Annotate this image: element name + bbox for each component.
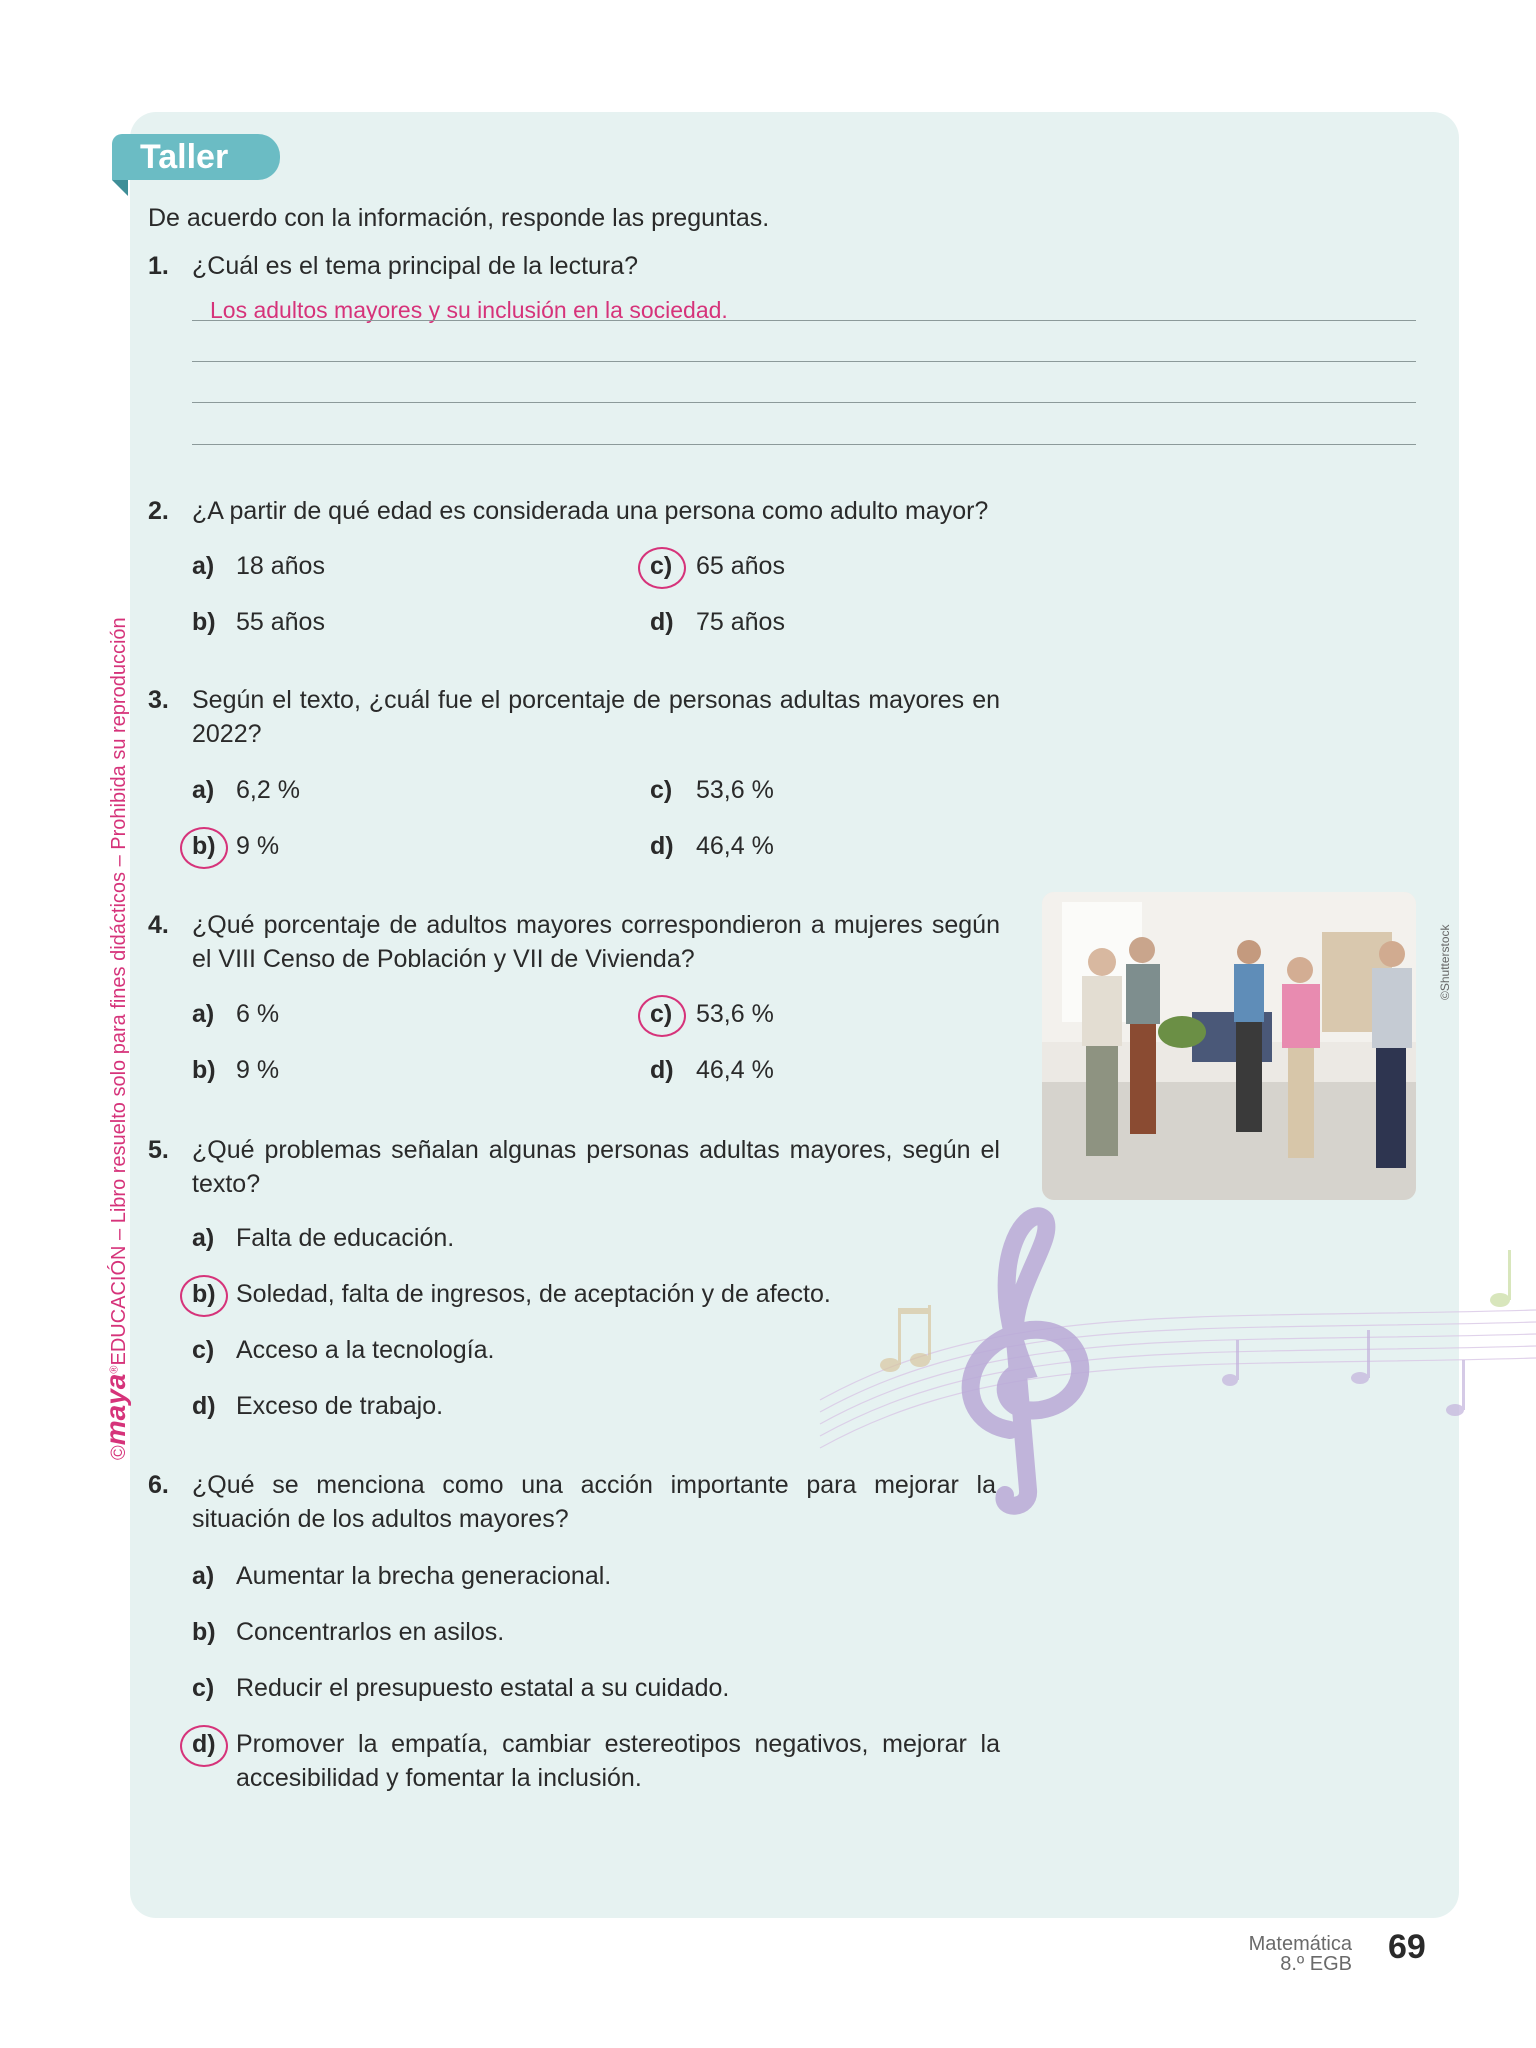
copyright-symbol: © — [108, 1445, 130, 1460]
option-letter: c) — [650, 1000, 673, 1028]
question-number: 4. — [148, 911, 169, 939]
question-number: 3. — [148, 686, 169, 714]
answer-line — [192, 361, 1416, 362]
question-number: 1. — [148, 252, 169, 280]
option-text[interactable]: 53,6 % — [696, 1000, 774, 1028]
question-number: 5. — [148, 1136, 169, 1164]
option-text[interactable]: 9 % — [236, 1056, 280, 1084]
option-letter: a) — [192, 1000, 215, 1028]
option-text[interactable]: Promover la empatía, cambiar estereotipos negativos, mejorar la accesibilidad y fomentar la inclusión. — [236, 1730, 1000, 1792]
selected-circle — [180, 1275, 228, 1317]
side-copyright-text — [100, 617, 132, 1460]
option-letter: b) — [192, 608, 216, 636]
subject-name: Matemática — [1248, 1933, 1352, 1955]
option-text[interactable]: 46,4 % — [696, 832, 774, 860]
question-number: 6. — [148, 1471, 169, 1499]
selected-circle — [180, 827, 228, 869]
option-text[interactable]: Reducir el presupuesto estatal a su cuidado. — [236, 1674, 730, 1702]
section-title: Taller — [112, 134, 280, 180]
option-letter: a) — [192, 552, 215, 580]
selected-circle — [638, 995, 686, 1037]
question-text: ¿Cuál es el tema principal de la lectura? — [192, 252, 639, 280]
option-text[interactable]: Exceso de trabajo. — [236, 1392, 444, 1420]
option-text[interactable]: Concentrarlos en asilos. — [236, 1618, 505, 1646]
question-number: 2. — [148, 497, 169, 525]
selected-circle — [180, 1725, 228, 1767]
option-letter: b) — [192, 1280, 216, 1308]
option-letter: c) — [650, 552, 673, 580]
option-letter: a) — [192, 1562, 215, 1590]
question-text: ¿A partir de qué edad es considerada una persona como adulto mayor? — [192, 497, 989, 525]
option-text[interactable]: 6 % — [236, 1000, 280, 1028]
answer-text[interactable]: Los adultos mayores y su inclusión en la sociedad. — [210, 297, 728, 323]
answer-line — [192, 402, 1416, 403]
option-letter: d) — [650, 608, 674, 636]
option-letter: b) — [192, 832, 216, 860]
question-text: Según el texto, ¿cuál fue el porcentaje de personas adultas mayores en 2022? — [192, 686, 1000, 748]
photo-credit: ©Shutterstock — [1438, 924, 1452, 1000]
registered-symbol: ® — [108, 1365, 121, 1374]
option-text[interactable]: Aumentar la brecha generacional. — [236, 1562, 612, 1590]
dancing-seniors-photo — [1042, 892, 1416, 1200]
option-text[interactable]: 53,6 % — [696, 776, 774, 804]
option-letter: a) — [192, 776, 215, 804]
side-text: EDUCACIÓN – Libro resuelto solo para fines didácticos – Prohibida su reproducción — [108, 617, 130, 1366]
option-text[interactable]: 6,2 % — [236, 776, 300, 804]
option-text[interactable]: Acceso a la tecnología. — [236, 1336, 495, 1364]
option-text[interactable]: 9 % — [236, 832, 280, 860]
option-letter: c) — [650, 776, 673, 804]
option-text[interactable]: 75 años — [696, 608, 785, 636]
option-letter: a) — [192, 1224, 215, 1252]
tab-fold — [112, 180, 128, 196]
answer-line — [192, 444, 1416, 445]
option-text[interactable]: Soledad, falta de ingresos, de aceptación y de afecto. — [236, 1280, 831, 1308]
brand-name: maya — [100, 1373, 131, 1446]
question-text: ¿Qué problemas señalan algunas personas adultas mayores, según el texto? — [192, 1136, 1000, 1198]
treble-clef-icon — [971, 1216, 1081, 1506]
option-letter: d) — [650, 832, 674, 860]
instruction: De acuerdo con la información, responde las preguntas. — [148, 204, 770, 232]
option-letter: c) — [192, 1336, 215, 1364]
question-text: ¿Qué se menciona como una acción importante para mejorar la situación de los adultos mayores? — [192, 1471, 996, 1533]
page-number: 69 — [1388, 1928, 1426, 1966]
option-letter: d) — [192, 1730, 216, 1758]
option-text[interactable]: Falta de educación. — [236, 1224, 455, 1252]
footer-subject — [1249, 1934, 1352, 1974]
option-text[interactable]: 55 años — [236, 608, 325, 636]
question-text: ¿Qué porcentaje de adultos mayores correspondieron a mujeres según el VIII Censo de Población y VII de Vivienda? — [192, 911, 1000, 973]
option-letter: c) — [192, 1674, 215, 1702]
option-text[interactable]: 65 años — [696, 552, 785, 580]
option-letter: d) — [192, 1392, 216, 1420]
option-letter: b) — [192, 1618, 216, 1646]
selected-circle — [638, 547, 686, 589]
answer-line — [192, 320, 1416, 321]
photo-illustration — [1042, 892, 1416, 1200]
option-letter: d) — [650, 1056, 674, 1084]
option-letter: b) — [192, 1056, 216, 1084]
option-text[interactable]: 46,4 % — [696, 1056, 774, 1084]
option-text[interactable]: 18 años — [236, 552, 325, 580]
grade-level: 8.º EGB — [1280, 1953, 1352, 1975]
